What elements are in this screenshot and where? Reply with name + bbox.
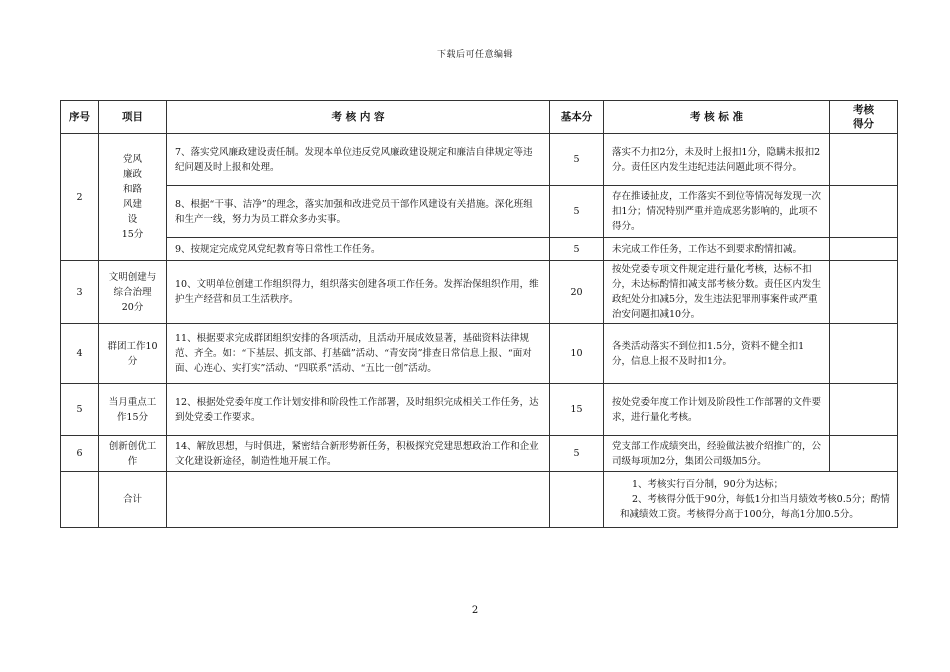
seq-cell: 3	[61, 261, 99, 324]
score-cell	[830, 186, 898, 238]
base-score-cell: 5	[550, 186, 604, 238]
total-note: 2、考核得分低于90分，每低1分扣当月绩效考核0.5分；酌情和减绩效工资。考核得分高于100分，每高1分加0.5分。	[620, 494, 890, 520]
standard-cell: 党支部工作成绩突出，经验做法被介绍推广的，公司级每项加2分，集团公司级加5分。	[604, 436, 830, 472]
table-row	[61, 238, 898, 261]
content-cell: 7、落实党风廉政建设责任制。发现本单位违反党风廉政建设规定和廉洁自律规定等违纪问题及时上报和处理。	[167, 134, 550, 186]
base-score-cell: 10	[550, 324, 604, 384]
col-header-seq: 序号	[61, 101, 99, 134]
seq-cell: 5	[61, 384, 99, 436]
col-header-item: 项目	[99, 101, 167, 134]
col-header-base: 基本分	[550, 101, 604, 134]
total-label: 合计	[99, 472, 167, 528]
assessment-table	[60, 100, 898, 528]
item-cell: 文明创建与 综合治理 20分	[99, 261, 167, 324]
table-row	[61, 134, 898, 186]
score-cell	[830, 134, 898, 186]
page-number: 2	[471, 605, 479, 616]
base-score-cell: 15	[550, 384, 604, 436]
score-cell	[830, 238, 898, 261]
header-note: 下载后可任意编辑	[436, 50, 513, 60]
seq-cell: 4	[61, 324, 99, 384]
score-cell	[830, 384, 898, 436]
table-header-row	[61, 101, 898, 134]
base-score-cell: 5	[550, 238, 604, 261]
standard-cell: 各类活动落实不到位扣1.5分，资料不健全扣1分，信息上报不及时扣1分。	[604, 324, 830, 384]
col-header-standard: 考 核 标 准	[604, 101, 830, 134]
seq-cell: 6	[61, 436, 99, 472]
standard-cell: 未完成工作任务，工作达不到要求酌情扣减。	[604, 238, 830, 261]
content-cell: 10、文明单位创建工作组织得力，组织落实创建各项工作任务。发挥治保组织作用，维护生产经营和员工生活秩序。	[167, 261, 550, 324]
table-row	[61, 324, 898, 384]
item-cell: 创新创优工 作	[99, 436, 167, 472]
base-score-cell: 5	[550, 436, 604, 472]
total-seq-cell	[61, 472, 99, 528]
score-cell	[830, 436, 898, 472]
item-cell: 群团工作10 分	[99, 324, 167, 384]
total-content-cell	[167, 472, 550, 528]
total-base-cell	[550, 472, 604, 528]
seq-cell: 2	[61, 134, 99, 261]
base-score-cell: 5	[550, 134, 604, 186]
content-cell: 9、按规定完成党风党纪教育等日常性工作任务。	[167, 238, 550, 261]
col-header-content: 考 核 内 容	[167, 101, 550, 134]
base-score-cell: 20	[550, 261, 604, 324]
table-row	[61, 261, 898, 324]
total-row	[61, 472, 898, 528]
table-row	[61, 436, 898, 472]
content-cell: 11、根据要求完成群团组织安排的各项活动，且活动开展成效显著，基础资料法律规范、齐全。如：“下基层、抓支部、打基础”活动、“青安岗”排查日常信息上报、“面对面、心连心、实打实”活动、“四联系”活动、“五比一创”活动。	[167, 324, 550, 384]
item-cell: 党风 廉政 和路 风建 设 15分	[99, 134, 167, 261]
standard-cell: 按处党委年度工作计划及阶段性工作部署的文件要求，进行量化考核。	[604, 384, 830, 436]
total-notes-cell	[604, 472, 898, 528]
standard-cell: 落实不力扣2分，未及时上报扣1分，隐瞒未报扣2分。责任区内发生违纪违法问题此项不得分。	[604, 134, 830, 186]
content-cell: 12、根据处党委年度工作计划安排和阶段性工作部署，及时组织完成相关工作任务，达到处党委工作要求。	[167, 384, 550, 436]
table-row	[61, 384, 898, 436]
score-cell	[830, 324, 898, 384]
col-header-score: 考核 得分	[830, 101, 898, 134]
item-cell: 当月重点工 作15分	[99, 384, 167, 436]
total-note: 1、考核实行百分制，90分为达标；	[632, 479, 784, 490]
content-cell: 8、根据“干事、洁净”的理念，落实加强和改进党员干部作风建设有关措施。深化班组和生产一线，努力为员工群众多办实事。	[167, 186, 550, 238]
table-row	[61, 186, 898, 238]
score-cell	[830, 261, 898, 324]
standard-cell: 按处党委专项文件规定进行量化考核，达标不扣分，未达标酌情扣减支部考核分数。责任区内发生政纪处分扣减5分，发生违法犯罪刑事案件或严重治安问题扣减10分。	[604, 261, 830, 324]
standard-cell: 存在推诿扯皮，工作落实不到位等情况每发现一次扣1分；情况特别严重并造成恶劣影响的，此项不得分。	[604, 186, 830, 238]
content-cell: 14、解放思想，与时俱进，紧密结合新形势新任务，积极探究党建思想政治工作和企业文化建设新途径，制造性地开展工作。	[167, 436, 550, 472]
